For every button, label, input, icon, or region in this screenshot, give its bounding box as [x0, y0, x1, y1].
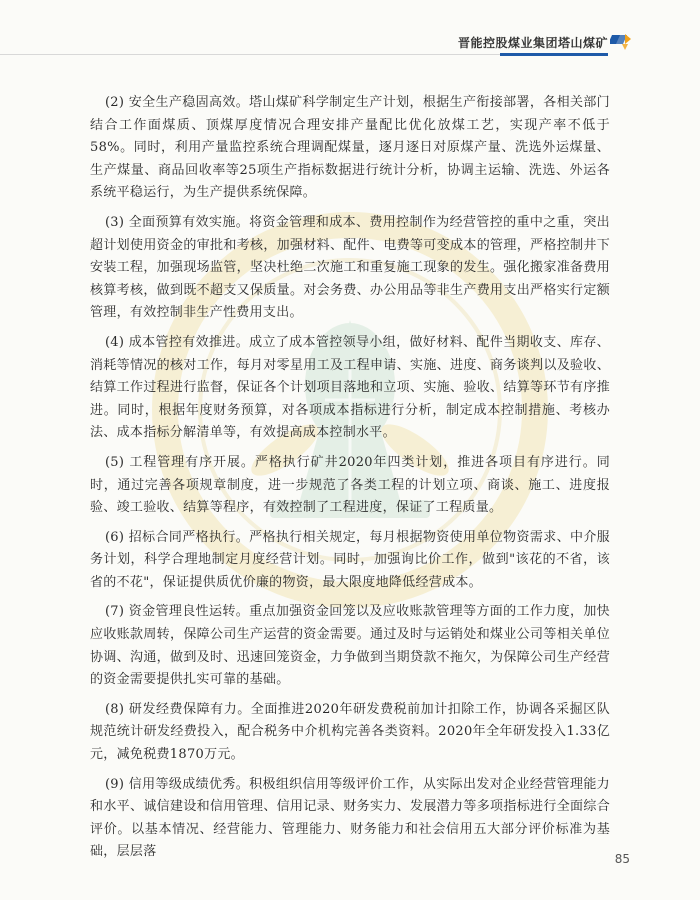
brand-logo-icon [610, 32, 632, 54]
paragraph-engineering: (5) 工程管理有序开展。严格执行矿井2020年四类计划，推进各项目有序进行。同时，通过完善各项规章制度，进一步规范了各类工程的计划立项、商谈、施工、进度报验、竣工验收、结算等程序，有效控制了工程进度，保证了工程质量。 [90, 454, 610, 516]
paragraph-funds: (7) 资金管理良性运转。重点加强资金回笼以及应收账款管理等方面的工作力度，加快应收账款周转，保障公司生产运营的资金需要。通过及时与运销处和煤业公司等相关单位协调、沟通，做到及时、迅速回笼资金，力争做到当期贷款不拖欠，为保障公司生产经营的资金需要提供扎实可靠的基础。 [90, 604, 610, 688]
paragraph-bidding: (6) 招标合同严格执行。严格执行相关规定，每月根据物资使用单位物资需求、中介服务计划，科学合理地制定月度经营计划。同时，加强询比价工作，做到"该花的不省，该省的不花"，保证提供质优价廉的物资，最大限度地降低经营成本。 [90, 529, 610, 590]
paragraph-budget: (3) 全面预算有效实施。将资金管理和成本、费用控制作为经营管控的重中之重，突出超计划使用资金的审批和考核，加强材料、配件、电费等可变成本的管理，严格控制井下安装工程，加强现场监管，坚决杜绝二次施工和重复施工现象的发生。强化搬家准备费用核算考核，做到既不超支又保质量。对会务费、办公用品等非生产费用支出严格实行定额管理，有效控制非生产性费用支出。 [90, 214, 610, 321]
paragraph-safety-production: (2) 安全生产稳固高效。塔山煤矿科学制定生产计划，根据生产衔接部署，各相关部门结合工作面煤质、顶煤厚度情况合理安排产量配比优化放煤工艺，实现产率不低于58%。同时，利用产量监控系统合理调配煤量，逐月逐日对原煤产量、洗选外运煤量、生产煤量、商品回收率等25项生产指标数据进行统计分析，协调主运输、洗选、外运各系统平稳运行，为生产提供系统保障。 [90, 95, 610, 201]
page-header [0, 0, 700, 64]
header-title: 晋能控股煤业集团塔山煤矿 [457, 36, 608, 50]
document-body [90, 92, 610, 871]
header-rule-accent [500, 53, 608, 56]
page-number: 85 [614, 852, 630, 866]
paragraph-rd-funding: (8) 研发经费保障有力。全面推进2020年研发费税前加计扣除工作，协调各采掘区队规范统计研发经费投入，配合税务中介机构完善各类资料。2020年全年研发投入1.33亿元，减免税费1870万元。 [90, 701, 610, 763]
paragraph-credit-rating: (9) 信用等级成绩优秀。积极组织信用等级评价工作，从实际出发对企业经营管理能力和水平、诚信建设和信用管理、信用记录、财务实力、发展潜力等多项指标进行全面综合评价。以基本情况、经营能力、管理能力、财务能力和社会信用五大部分评价标准为基础，层层落 [90, 776, 610, 860]
paragraph-cost-control: (4) 成本管控有效推进。成立了成本管控领导小组，做好材料、配件当期收支、库存、消耗等情况的核对工作，每月对零星用工及工程申请、实施、进度、商务谈判以及验收、结算工作过程进行监督，保证各个计划项目落地和立项、实施、验收、结算等环节有序推进。同时，根据年度财务预算，对各项成本指标进行分析，制定成本控制措施、考核办法、成本指标分解清单等，有效提高成本控制水平。 [90, 334, 610, 441]
